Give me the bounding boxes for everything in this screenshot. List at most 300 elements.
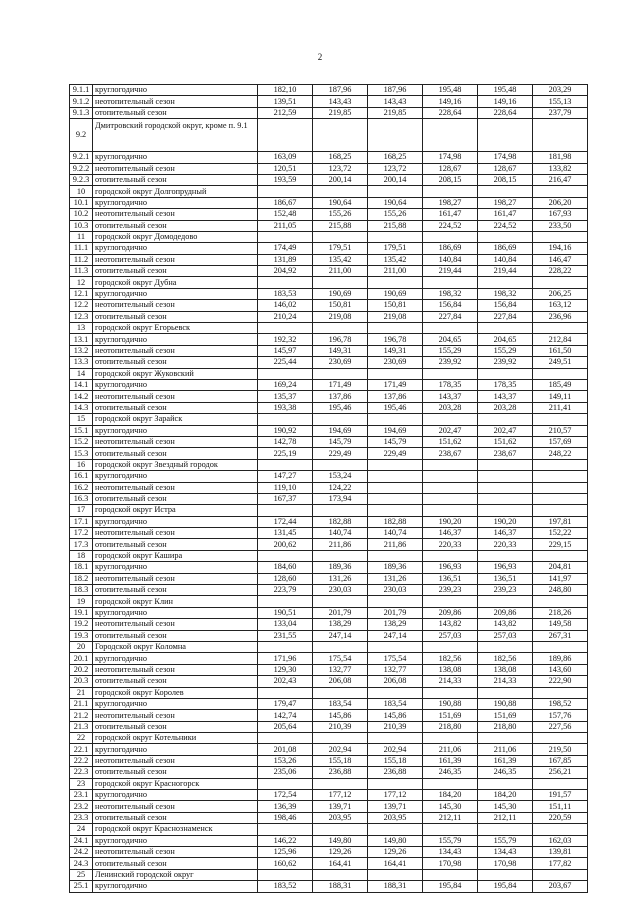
- tariff-value-cell: [258, 323, 313, 334]
- table-row: [70, 186, 588, 197]
- row-number-cell: 14.3: [70, 402, 93, 413]
- tariff-value-cell: 212,84: [533, 334, 588, 345]
- row-number-cell: 9.1.2: [70, 96, 93, 107]
- row-number-cell: 19.3: [70, 630, 93, 641]
- row-number-cell: 20.1: [70, 653, 93, 664]
- tariff-value-cell: [368, 505, 423, 516]
- row-name-cell: Ленинский городской округ: [93, 869, 258, 880]
- row-name-cell: неотопительный сезон: [93, 573, 258, 584]
- table-row: [70, 767, 588, 778]
- tariff-value-cell: [533, 687, 588, 698]
- tariff-value-cell: 152,22: [533, 528, 588, 539]
- tariff-value-cell: 214,33: [478, 676, 533, 687]
- tariff-value-cell: 215,88: [368, 220, 423, 231]
- tariff-value-cell: [368, 471, 423, 482]
- tariff-value-cell: 205,64: [258, 721, 313, 732]
- row-name-cell: отопительный сезон: [93, 676, 258, 687]
- row-name-cell: неотопительный сезон: [93, 710, 258, 721]
- tariff-value-cell: 138,29: [313, 619, 368, 630]
- row-number-cell: 21: [70, 687, 93, 698]
- row-number-cell: 19.2: [70, 619, 93, 630]
- tariff-value-cell: 195,84: [423, 881, 478, 892]
- row-name-cell: неотопительный сезон: [93, 801, 258, 812]
- tariff-value-cell: 188,31: [368, 881, 423, 892]
- row-name-cell: отопительный сезон: [93, 812, 258, 823]
- table-row: [70, 733, 588, 744]
- row-number-cell: 17.1: [70, 516, 93, 527]
- tariff-value-cell: [313, 869, 368, 880]
- row-name-cell: городской округ Королев: [93, 687, 258, 698]
- tariff-value-cell: 150,81: [368, 300, 423, 311]
- tariff-value-cell: [368, 459, 423, 470]
- row-name-cell: круглогодично: [93, 881, 258, 892]
- row-name-cell: круглогодично: [93, 152, 258, 163]
- tariff-value-cell: [478, 778, 533, 789]
- table-row: [70, 209, 588, 220]
- tariff-value-cell: 189,36: [368, 562, 423, 573]
- table-row: [70, 721, 588, 732]
- row-number-cell: 10: [70, 186, 93, 197]
- tariff-value-cell: 143,43: [313, 96, 368, 107]
- tariff-value-cell: 131,26: [368, 573, 423, 584]
- row-number-cell: 18.2: [70, 573, 93, 584]
- tariff-value-cell: 129,26: [313, 847, 368, 858]
- tariff-value-cell: 190,69: [313, 288, 368, 299]
- tariff-value-cell: 151,62: [478, 436, 533, 447]
- table-row: [70, 174, 588, 185]
- tariff-value-cell: 155,18: [368, 755, 423, 766]
- row-name-cell: городской округ Клин: [93, 596, 258, 607]
- tariff-value-cell: [533, 368, 588, 379]
- row-number-cell: 14.1: [70, 379, 93, 390]
- tariff-value-cell: 200,14: [368, 174, 423, 185]
- tariff-value-cell: [258, 368, 313, 379]
- tariff-value-cell: 198,46: [258, 812, 313, 823]
- row-name-cell: отопительный сезон: [93, 357, 258, 368]
- tariff-value-cell: 247,14: [368, 630, 423, 641]
- tariff-value-cell: 208,15: [423, 174, 478, 185]
- tariff-value-cell: 225,19: [258, 448, 313, 459]
- tariff-value-cell: 153,26: [258, 755, 313, 766]
- tariff-value-cell: 182,88: [368, 516, 423, 527]
- tariff-value-cell: 223,79: [258, 585, 313, 596]
- row-number-cell: 11: [70, 231, 93, 242]
- row-number-cell: 24.3: [70, 858, 93, 869]
- row-name-cell: городской округ Котельники: [93, 733, 258, 744]
- tariff-value-cell: 202,43: [258, 676, 313, 687]
- table-row: [70, 653, 588, 664]
- tariff-value-cell: [313, 277, 368, 288]
- table-row: [70, 368, 588, 379]
- tariff-value-cell: 145,79: [313, 436, 368, 447]
- tariff-value-cell: 150,81: [313, 300, 368, 311]
- tariff-value-cell: [423, 186, 478, 197]
- tariff-value-cell: [478, 824, 533, 835]
- tariff-value-cell: 231,55: [258, 630, 313, 641]
- tariff-value-cell: [368, 414, 423, 425]
- tariff-value-cell: [478, 231, 533, 242]
- tariff-value-cell: 182,56: [423, 653, 478, 664]
- tariff-value-cell: 164,41: [368, 858, 423, 869]
- row-number-cell: 13: [70, 323, 93, 334]
- tariff-value-cell: 184,20: [478, 790, 533, 801]
- tariff-value-cell: [423, 323, 478, 334]
- tariff-value-cell: 198,32: [478, 288, 533, 299]
- table-row: [70, 425, 588, 436]
- row-name-cell: неотопительный сезон: [93, 528, 258, 539]
- tariff-value-cell: [423, 596, 478, 607]
- tariff-value-cell: [313, 778, 368, 789]
- row-number-cell: 13.3: [70, 357, 93, 368]
- row-name-cell: круглогодично: [93, 379, 258, 390]
- tariff-value-cell: 168,25: [368, 152, 423, 163]
- tariff-value-cell: 236,96: [533, 311, 588, 322]
- tariff-value-cell: 248,22: [533, 448, 588, 459]
- tariff-value-cell: [258, 277, 313, 288]
- tariff-value-cell: 246,35: [423, 767, 478, 778]
- tariff-value-cell: 141,97: [533, 573, 588, 584]
- tariff-value-cell: 211,86: [368, 539, 423, 550]
- tariff-value-cell: 222,90: [533, 676, 588, 687]
- table-row: [70, 277, 588, 288]
- tariff-value-cell: [478, 186, 533, 197]
- tariff-value-cell: 136,51: [478, 573, 533, 584]
- tariff-value-cell: [423, 641, 478, 652]
- tariff-value-cell: 146,37: [423, 528, 478, 539]
- tariff-value-cell: [423, 733, 478, 744]
- row-name-cell: неотопительный сезон: [93, 345, 258, 356]
- tariff-value-cell: 195,46: [368, 402, 423, 413]
- row-number-cell: 15.2: [70, 436, 93, 447]
- tariff-value-cell: [533, 778, 588, 789]
- tariff-value-cell: 120,51: [258, 163, 313, 174]
- tariff-value-cell: [368, 778, 423, 789]
- tariff-value-cell: 190,88: [423, 698, 478, 709]
- tariff-value-cell: [368, 641, 423, 652]
- tariff-value-cell: 149,58: [533, 619, 588, 630]
- tariff-value-cell: 139,51: [258, 96, 313, 107]
- tariff-value-cell: 149,80: [313, 835, 368, 846]
- tariff-value-cell: 190,92: [258, 425, 313, 436]
- tariff-value-cell: 183,52: [258, 881, 313, 892]
- tariff-value-cell: 195,84: [478, 881, 533, 892]
- tariff-value-cell: 203,95: [313, 812, 368, 823]
- tariff-value-cell: [423, 482, 478, 493]
- table-row: [70, 436, 588, 447]
- tariff-value-cell: 247,14: [313, 630, 368, 641]
- tariff-value-cell: 228,22: [533, 266, 588, 277]
- tariff-value-cell: 129,30: [258, 664, 313, 675]
- tariff-value-cell: 149,31: [313, 345, 368, 356]
- tariff-value-cell: [258, 550, 313, 561]
- tariff-value-cell: 206,20: [533, 197, 588, 208]
- tariff-value-cell: 209,86: [423, 607, 478, 618]
- table-row: [70, 801, 588, 812]
- row-name-cell: неотопительный сезон: [93, 209, 258, 220]
- tariff-table-body: [70, 85, 588, 893]
- tariff-value-cell: [368, 687, 423, 698]
- tariff-value-cell: 145,86: [313, 710, 368, 721]
- tariff-value-cell: 186,69: [423, 243, 478, 254]
- table-row: [70, 379, 588, 390]
- tariff-value-cell: 163,09: [258, 152, 313, 163]
- row-number-cell: 14.2: [70, 391, 93, 402]
- tariff-value-cell: 131,89: [258, 254, 313, 265]
- tariff-value-cell: 218,80: [423, 721, 478, 732]
- tariff-value-cell: 151,62: [423, 436, 478, 447]
- table-row: [70, 471, 588, 482]
- tariff-value-cell: [258, 119, 313, 152]
- tariff-value-cell: 170,98: [478, 858, 533, 869]
- tariff-value-cell: 227,84: [478, 311, 533, 322]
- tariff-value-cell: [258, 505, 313, 516]
- tariff-value-cell: 203,28: [423, 402, 478, 413]
- tariff-value-cell: 151,11: [533, 801, 588, 812]
- row-number-cell: 18.1: [70, 562, 93, 573]
- tariff-value-cell: 194,69: [313, 425, 368, 436]
- row-number-cell: 23.1: [70, 790, 93, 801]
- tariff-value-cell: 186,69: [478, 243, 533, 254]
- tariff-value-cell: 219,44: [423, 266, 478, 277]
- tariff-value-cell: 168,25: [313, 152, 368, 163]
- tariff-value-cell: 179,51: [313, 243, 368, 254]
- tariff-value-cell: 202,94: [368, 744, 423, 755]
- row-name-cell: городской округ Звездный городок: [93, 459, 258, 470]
- row-name-cell: неотопительный сезон: [93, 847, 258, 858]
- row-number-cell: 15.3: [70, 448, 93, 459]
- tariff-value-cell: 140,84: [478, 254, 533, 265]
- tariff-value-cell: 219,44: [478, 266, 533, 277]
- row-number-cell: 22.1: [70, 744, 93, 755]
- table-row: [70, 152, 588, 163]
- tariff-value-cell: 174,98: [478, 152, 533, 163]
- tariff-value-cell: [478, 119, 533, 152]
- table-row: [70, 858, 588, 869]
- tariff-value-cell: 200,14: [313, 174, 368, 185]
- tariff-value-cell: [313, 824, 368, 835]
- tariff-value-cell: 257,03: [478, 630, 533, 641]
- tariff-value-cell: 123,72: [368, 163, 423, 174]
- tariff-value-cell: 230,03: [313, 585, 368, 596]
- tariff-value-cell: [533, 869, 588, 880]
- table-row: [70, 755, 588, 766]
- tariff-value-cell: 219,50: [533, 744, 588, 755]
- tariff-value-cell: [368, 186, 423, 197]
- table-row: [70, 539, 588, 550]
- tariff-value-cell: 206,08: [368, 676, 423, 687]
- table-row: [70, 96, 588, 107]
- row-name-cell: отопительный сезон: [93, 402, 258, 413]
- row-number-cell: 9.2: [70, 119, 93, 152]
- tariff-value-cell: 228,64: [478, 107, 533, 118]
- table-row: [70, 254, 588, 265]
- tariff-value-cell: 215,88: [313, 220, 368, 231]
- row-number-cell: 17.3: [70, 539, 93, 550]
- tariff-value-cell: 171,49: [368, 379, 423, 390]
- tariff-value-cell: [258, 824, 313, 835]
- tariff-value-cell: 161,47: [478, 209, 533, 220]
- row-number-cell: 22.2: [70, 755, 93, 766]
- row-number-cell: 13.1: [70, 334, 93, 345]
- table-row: [70, 573, 588, 584]
- tariff-value-cell: 230,69: [313, 357, 368, 368]
- tariff-value-cell: 190,69: [368, 288, 423, 299]
- tariff-value-cell: [423, 471, 478, 482]
- tariff-value-cell: 256,21: [533, 767, 588, 778]
- row-number-cell: 9.2.1: [70, 152, 93, 163]
- tariff-value-cell: [533, 733, 588, 744]
- tariff-value-cell: 171,49: [313, 379, 368, 390]
- tariff-value-cell: [423, 414, 478, 425]
- tariff-value-cell: 195,48: [478, 85, 533, 96]
- tariff-value-cell: 224,52: [423, 220, 478, 231]
- table-row: [70, 881, 588, 892]
- tariff-value-cell: [258, 414, 313, 425]
- tariff-value-cell: [313, 231, 368, 242]
- tariff-value-cell: 132,77: [313, 664, 368, 675]
- tariff-value-cell: 218,80: [478, 721, 533, 732]
- tariff-value-cell: [478, 459, 533, 470]
- tariff-value-cell: [533, 596, 588, 607]
- tariff-value-cell: 198,27: [478, 197, 533, 208]
- row-number-cell: 12.1: [70, 288, 93, 299]
- tariff-value-cell: [423, 459, 478, 470]
- row-number-cell: 16: [70, 459, 93, 470]
- tariff-value-cell: [533, 505, 588, 516]
- tariff-value-cell: 145,30: [478, 801, 533, 812]
- tariff-value-cell: [368, 323, 423, 334]
- table-row: [70, 641, 588, 652]
- table-row: [70, 231, 588, 242]
- table-row: [70, 778, 588, 789]
- table-row: [70, 119, 588, 152]
- tariff-value-cell: 189,86: [533, 653, 588, 664]
- table-row: [70, 266, 588, 277]
- row-number-cell: 10.2: [70, 209, 93, 220]
- tariff-value-cell: 211,41: [533, 402, 588, 413]
- tariff-value-cell: [258, 596, 313, 607]
- tariff-value-cell: 155,13: [533, 96, 588, 107]
- tariff-value-cell: 124,22: [313, 482, 368, 493]
- tariff-value-cell: 230,03: [368, 585, 423, 596]
- tariff-value-cell: [533, 824, 588, 835]
- tariff-value-cell: 187,96: [368, 85, 423, 96]
- tariff-value-cell: 135,42: [313, 254, 368, 265]
- tariff-value-cell: 183,53: [258, 288, 313, 299]
- tariff-value-cell: 229,15: [533, 539, 588, 550]
- tariff-value-cell: 190,64: [313, 197, 368, 208]
- tariff-value-cell: 167,93: [533, 209, 588, 220]
- tariff-value-cell: 224,52: [478, 220, 533, 231]
- tariff-value-cell: 211,00: [313, 266, 368, 277]
- row-number-cell: 20: [70, 641, 93, 652]
- tariff-value-cell: 146,47: [533, 254, 588, 265]
- table-row: [70, 288, 588, 299]
- row-name-cell: городской округ Жуковский: [93, 368, 258, 379]
- row-number-cell: 17: [70, 505, 93, 516]
- row-number-cell: 9.1.3: [70, 107, 93, 118]
- tariff-value-cell: [368, 493, 423, 504]
- table-row: [70, 869, 588, 880]
- row-number-cell: 25.1: [70, 881, 93, 892]
- tariff-value-cell: [423, 368, 478, 379]
- tariff-value-cell: 172,44: [258, 516, 313, 527]
- tariff-value-cell: 140,74: [368, 528, 423, 539]
- tariff-value-cell: 219,08: [313, 311, 368, 322]
- row-name-cell: круглогодично: [93, 790, 258, 801]
- row-name-cell: круглогодично: [93, 744, 258, 755]
- tariff-value-cell: [423, 505, 478, 516]
- table-row: [70, 619, 588, 630]
- tariff-value-cell: 182,10: [258, 85, 313, 96]
- row-number-cell: 22: [70, 733, 93, 744]
- tariff-value-cell: 227,56: [533, 721, 588, 732]
- tariff-value-cell: 248,80: [533, 585, 588, 596]
- tariff-value-cell: 204,92: [258, 266, 313, 277]
- row-name-cell: круглогодично: [93, 835, 258, 846]
- row-name-cell: Дмитровский городской округ, кроме п. 9.1: [93, 119, 258, 152]
- tariff-value-cell: [478, 482, 533, 493]
- tariff-value-cell: 138,08: [478, 664, 533, 675]
- tariff-value-cell: 249,51: [533, 357, 588, 368]
- tariff-value-cell: 196,93: [478, 562, 533, 573]
- tariff-value-cell: 156,84: [478, 300, 533, 311]
- tariff-value-cell: 174,98: [423, 152, 478, 163]
- row-number-cell: 19: [70, 596, 93, 607]
- tariff-value-cell: 190,20: [423, 516, 478, 527]
- tariff-value-cell: [313, 505, 368, 516]
- tariff-value-cell: [313, 550, 368, 561]
- tariff-value-cell: 128,60: [258, 573, 313, 584]
- tariff-value-cell: 186,67: [258, 197, 313, 208]
- tariff-value-cell: [533, 493, 588, 504]
- table-row: [70, 596, 588, 607]
- tariff-value-cell: 219,08: [368, 311, 423, 322]
- row-name-cell: городской округ Долгопрудный: [93, 186, 258, 197]
- row-number-cell: 11.3: [70, 266, 93, 277]
- row-number-cell: 11.2: [70, 254, 93, 265]
- tariff-value-cell: 230,69: [368, 357, 423, 368]
- table-row: [70, 85, 588, 96]
- table-row: [70, 698, 588, 709]
- tariff-value-cell: 149,11: [533, 391, 588, 402]
- tariff-value-cell: [368, 869, 423, 880]
- tariff-value-cell: 128,67: [478, 163, 533, 174]
- tariff-value-cell: 211,06: [478, 744, 533, 755]
- row-name-cell: отопительный сезон: [93, 311, 258, 322]
- row-number-cell: 20.2: [70, 664, 93, 675]
- tariff-value-cell: 143,37: [423, 391, 478, 402]
- tariff-value-cell: 203,95: [368, 812, 423, 823]
- row-name-cell: круглогодично: [93, 425, 258, 436]
- tariff-value-cell: 167,85: [533, 755, 588, 766]
- row-name-cell: круглогодично: [93, 562, 258, 573]
- tariff-value-cell: 193,38: [258, 402, 313, 413]
- tariff-value-cell: 220,33: [478, 539, 533, 550]
- row-name-cell: городской округ Зарайск: [93, 414, 258, 425]
- row-number-cell: 22.3: [70, 767, 93, 778]
- tariff-value-cell: 131,26: [313, 573, 368, 584]
- tariff-value-cell: 182,56: [478, 653, 533, 664]
- row-number-cell: 13.2: [70, 345, 93, 356]
- tariff-value-cell: 212,11: [478, 812, 533, 823]
- tariff-value-cell: 216,47: [533, 174, 588, 185]
- tariff-value-cell: [258, 186, 313, 197]
- row-name-cell: городской округ Истра: [93, 505, 258, 516]
- tariff-value-cell: 203,29: [533, 85, 588, 96]
- tariff-value-cell: 239,92: [423, 357, 478, 368]
- tariff-value-cell: 183,54: [368, 698, 423, 709]
